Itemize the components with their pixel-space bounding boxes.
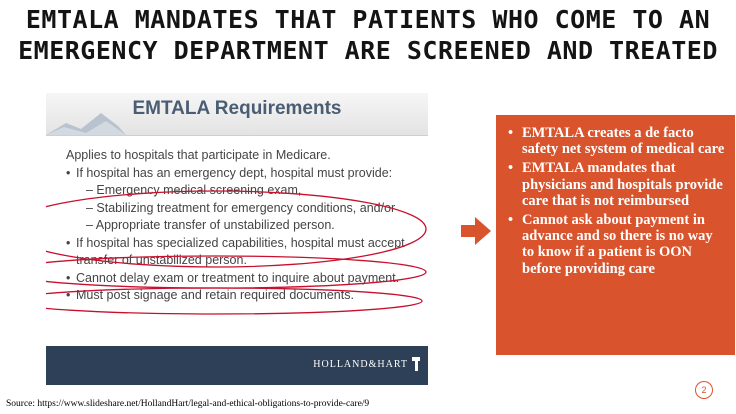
callout-bullet: • Cannot ask about payment in advance and so there is no way to know if a patient is OON before providing care xyxy=(522,212,727,277)
slide-line-bullet: • If hospital has specialized capabilities, hospital must accept xyxy=(66,235,421,253)
slide-line-plain: Applies to hospitals that participate in Medicare. xyxy=(66,148,331,162)
slide-line-bullet: • Must post signage and retain required documents. xyxy=(66,287,421,305)
logo-mark-icon xyxy=(412,357,420,371)
slide-footer xyxy=(46,346,428,385)
arrow-right-icon xyxy=(461,217,491,245)
callout-bullet: • EMTALA creates a de facto safety net system of medical care xyxy=(522,125,727,157)
title-line-1: EMTALA MANDATES THAT PATIENTS WHO COME TO AN xyxy=(25,5,711,34)
highlight-ovals xyxy=(46,93,428,385)
callout-list xyxy=(496,115,735,277)
slide-line-bullet: • Cannot delay exam or treatment to inquire about payment. xyxy=(66,270,421,288)
slide-line-dash: – Stabilizing treatment for emergency conditions, and/or xyxy=(86,200,396,215)
holland-hart-logo: HOLLAND&HART xyxy=(313,359,408,370)
oval-payment xyxy=(46,288,422,314)
slide-line-dash: – Emergency medical screening exam, xyxy=(86,183,302,197)
slide-line-bullet: • If hospital has an emergency dept, hospital must provide: xyxy=(66,165,421,183)
page-number: 2 xyxy=(695,381,713,399)
callout-box xyxy=(496,115,735,355)
slide-line-cont: transfer of unstabilized person. xyxy=(76,253,247,267)
slide-title: EMTALA Requirements xyxy=(132,98,342,119)
source-citation: Source: https://www.slideshare.net/HollandHart/legal-and-ethical-obligations-to-provide-care/9 xyxy=(6,399,370,409)
page-title xyxy=(0,4,736,66)
slide-line-dash: – Appropriate transfer of unstabilized person. xyxy=(86,218,335,232)
embedded-slide xyxy=(46,93,428,385)
title-line-2: EMERGENCY DEPARTMENT ARE SCREENED AND TREATED xyxy=(18,36,718,65)
callout-bullet: • EMTALA mandates that physicians and hospitals provide care that is not reimbursed xyxy=(522,160,727,209)
